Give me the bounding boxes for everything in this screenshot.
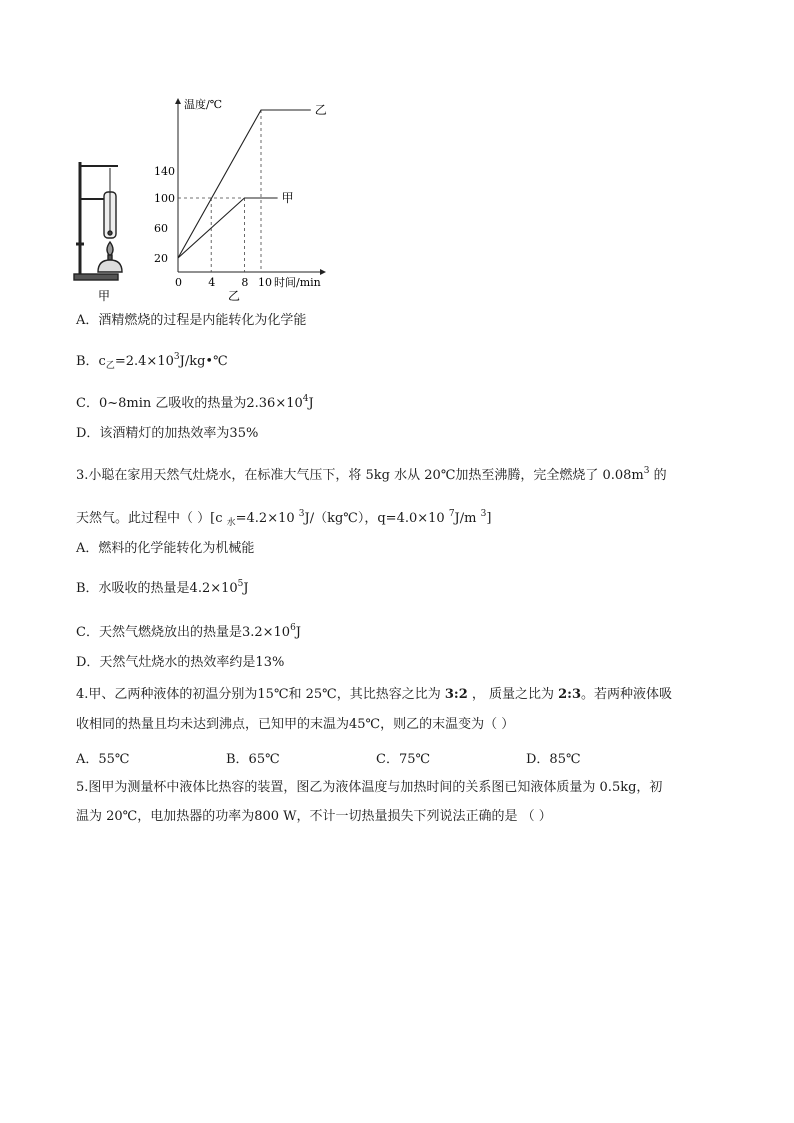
x-tick-label: 0: [175, 276, 182, 289]
q2-option-d: D．该酒精灯的加热效率为35%: [76, 426, 259, 441]
y-tick-label: 20: [154, 252, 168, 265]
series-label-1: 甲: [281, 191, 294, 205]
q3-stem-line2: 天然气。此过程中（ ）[c $_水$=4.2×10 $^3$J/（kg℃），q=4.0×10 $^7$J/m $^3$]: [76, 509, 492, 528]
x-tick-label: 10: [258, 276, 272, 289]
x-axis-arrow: [320, 269, 326, 275]
y-axis-arrow: [175, 98, 181, 104]
q3-option-d: D．天然气灶烧水的热效率约是13%: [76, 655, 285, 670]
x-tick-label: 8: [241, 276, 249, 289]
y-tick-label: 100: [154, 192, 175, 205]
x-axis-label: 时间/min: [274, 276, 321, 289]
q3-option-b: B．水吸收的热量是$4.2\times 10^5J$: [76, 579, 249, 596]
q4-stem-line2: 收相同的热量且均未达到沸点，已知甲的末温为45℃，则乙的末温变为（ ）: [76, 717, 515, 732]
q4-option-c: C．75℃: [376, 752, 431, 767]
q4-option-b: B．65℃: [226, 752, 280, 767]
q4-option-d: D．85℃: [526, 752, 581, 767]
y-axis-label: 温度/℃: [184, 98, 223, 111]
q3-option-a: A．燃料的化学能转化为机械能: [76, 541, 255, 556]
y-tick-label: 60: [154, 222, 168, 235]
q5-stem-line2: 温为 20℃，电加热器的功率为800 W，不计一切热量损失下列说法正确的是 （ ）: [76, 809, 552, 824]
experiment-figure: [70, 92, 360, 307]
q2-option-a: A．酒精燃烧的过程是内能转化为化学能: [76, 313, 307, 328]
series-line-1: [178, 198, 278, 258]
x-tick-label: 4: [208, 276, 216, 289]
q4-options: [76, 748, 676, 767]
q4-stem-line1: 4.甲、乙两种液体的初温分别为15℃和 25℃，其比热容之比为 3:2 ， 质量之比为 2:3。若两种液体吸: [76, 687, 673, 702]
heating-apparatus-drawing: [74, 162, 122, 280]
chart-caption: 乙: [228, 289, 241, 303]
y-tick-label: 140: [154, 165, 175, 178]
figure-svg: [70, 92, 360, 307]
q3-option-c: C．天然气燃烧放出的热量是$3.2\times 10^6J$: [76, 623, 302, 640]
temperature-time-chart: [154, 97, 327, 303]
q4-option-a: A．55℃: [76, 752, 130, 767]
q2-option-c: C．0~8min 乙吸收的热量为$2.36\times 10^4J$: [76, 394, 314, 411]
series-label-0: 乙: [314, 103, 327, 117]
q5-stem-line1: 5.图甲为测量杯中液体比热容的装置，图乙为液体温度与加热时间的关系图已知液体质量为 0.5kg，初: [76, 780, 663, 795]
q3-stem-line1: 3.小聪在家用天然气灶烧水，在标准大气压下，将 5kg 水从 20℃加热至沸腾，完全燃烧了 $0.08m^3$ 的: [76, 466, 667, 483]
q2-option-b: B．$c_乙=2.4\times 10^3J/kg•℃$: [76, 352, 228, 371]
apparatus-caption: 甲: [98, 289, 111, 303]
